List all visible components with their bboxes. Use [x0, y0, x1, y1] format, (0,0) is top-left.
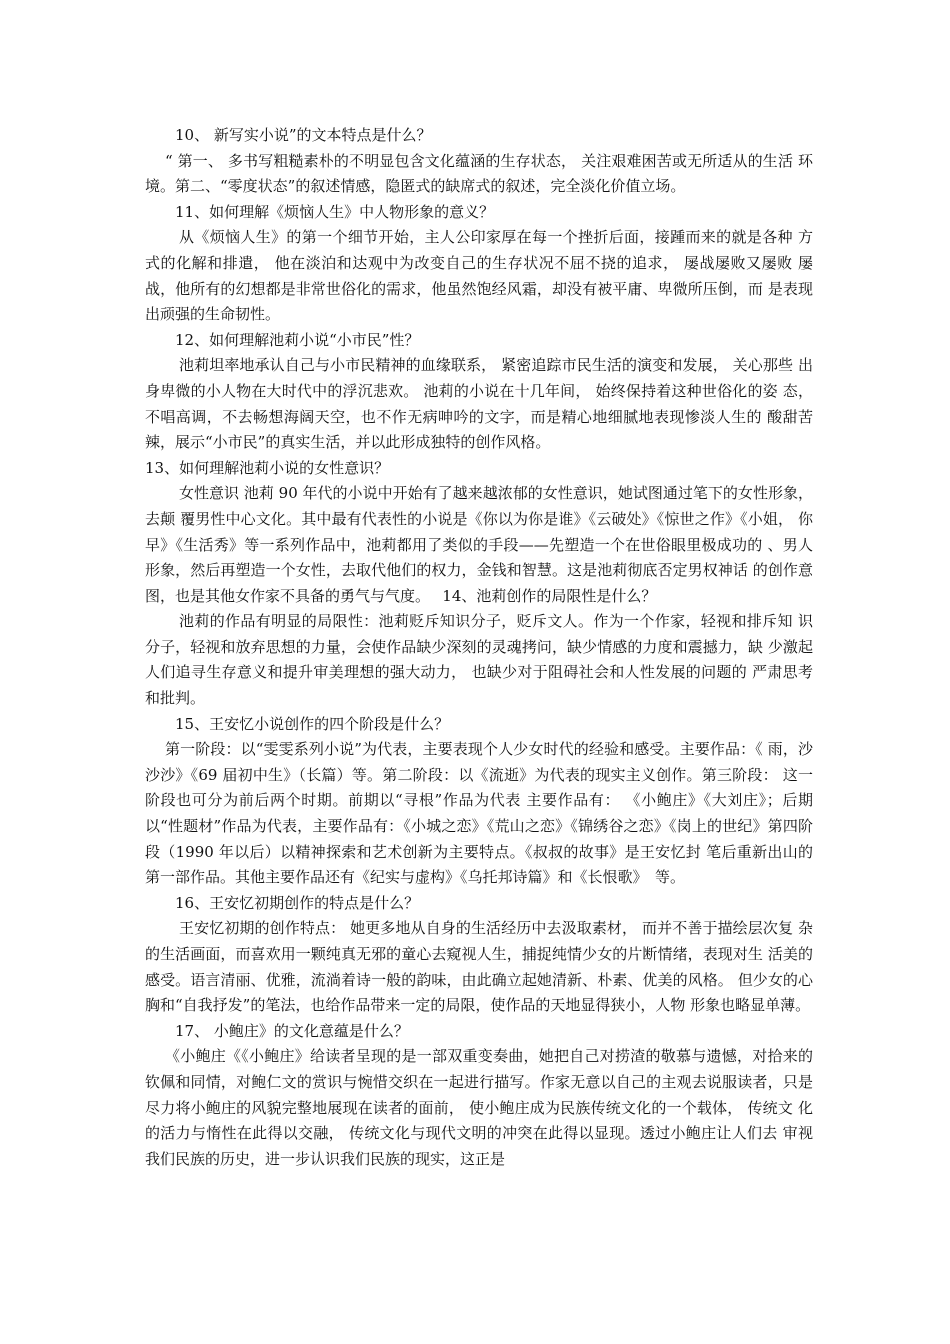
question-11: 11、如何理解《烦恼人生》中人物形象的意义？	[175, 202, 495, 221]
question-17: 17、 小鲍庄》的文化意蕴是什么？	[175, 1021, 409, 1040]
answer-14: 池莉的作品有明显的局限性：池莉贬斥知识分子，贬斥文人。作为一个作家，轻视和排斥知 识分子，轻视和放弃思想的力量，会使作品缺少深刻的灵魂拷问，缺少情感的力度和震撼力，缺 少激起人们追寻生存意义和提升审美理想的强大动力， 也缺少对于阻碍社会和人性发展的问题的 严肃思考和批判。	[145, 612, 813, 708]
document-body	[145, 123, 813, 1172]
answer-15: 第一阶段：以“雯雯系列小说”为代表，主要表现个人少女时代的经验和感受。主要作品：《 雨，沙沙沙》《69 届初中生》（长篇）等。第二阶段：以《流逝》为代表的现实主义创作。第三阶段： 这一阶段也可分为前后两个时期。前期以“寻根”作品为代表 主要作品有： 《小鲍庄》《大刘庄》；后期以“性题材”作品为代表，主要作品有：《小城之恋》《荒山之恋》《锦绣谷之恋》《岗上的世纪》第四阶段（1990 年以后）以精神探索和艺术创新为主要特点。《叔叔的故事》是王安忆封 笔后重新出山的第一部作品。其他主要作品还有《纪实与虚构》《乌托邦诗篇》和《长恨歌》 等。	[145, 740, 813, 887]
answer-16: 王安忆初期的创作特点： 她更多地从自身的生活经历中去汲取素材， 而并不善于描绘层次复 杂的生活画面，而喜欢用一颗纯真无邪的童心去窥视人生，捕捉纯情少女的片断情绪，表现对生 活美的感受。语言清丽、优雅，流淌着诗一般的韵味，由此确立起她清新、朴素、优美的风格。 但少女的心胸和“自我抒发”的笔法，也给作品带来一定的局限，使作品的天地显得狭小，人物 形象也略显单薄。	[145, 919, 813, 1015]
question-13: 13、如何理解池莉小说的女性意识？	[145, 458, 390, 477]
question-15: 15、王安忆小说创作的四个阶段是什么？	[175, 714, 450, 733]
answer-12: 池莉坦率地承认自己与小市民精神的血缘联系， 紧密追踪市民生活的演变和发展， 关心那些 出身卑微的小人物在大时代中的浮沉悲欢。 池莉的小说在十几年间， 始终保持着这种世俗化的姿 态，不唱高调，不去畅想海阔天空，也不作无病呻吟的文字，而是精心地细腻地表现惨淡人生的 酸甜苦辣，展示“小市民”的真实生活，并以此形成独特的创作风格。	[145, 356, 813, 452]
question-10: 10、 新写实小说”的文本特点是什么？	[175, 126, 432, 144]
answer-13: 女性意识 池莉 90 年代的小说中开始有了越来越浓郁的女性意识，她试图通过笔下的女性形象，去颠 覆男性中心文化。其中最有代表性的小说是《你以为你是谁》《云破处》《惊世之作》《小姐， 你早》《生活秀》等一系列作品中，池莉都用了类似的手段——先塑造一个在世俗眼里极成功的 、男人形象，然后再塑造一个女性，去取代他们的权力，金钱和智慧。这是池莉彻底否定男权神话 的创作意图，也是其他女作家不具备的勇气与气度。 14、池莉创作的局限性是什么？	[145, 484, 813, 605]
answer-10: “ 第一、 多书写粗糙素朴的不明显包含文化蕴涵的生存状态， 关注艰难困苦或无所适从的生活 环境。第二、“零度状态”的叙述情感，隐匿式的缺席式的叙述，完全淡化价值立场。	[145, 151, 813, 196]
answer-11: 从《烦恼人生》的第一个细节开始，主人公印家厚在每一个挫折后面，接踵而来的就是各种 方式的化解和排遣， 他在淡泊和达观中为改变自己的生存状况不屈不挠的追求， 屡战屡败又屡败 屡战，他所有的幻想都是非常世俗化的需求，他虽然饱经风霜，却没有被平庸、卑微所压倒，而 是表现出顽强的生命韧性。	[145, 228, 813, 324]
question-16: 16、王安忆初期创作的特点是什么？	[175, 893, 420, 912]
question-12: 12、如何理解池莉小说“小市民”性？	[175, 330, 420, 349]
answer-17: 《小鲍庄《《小鲍庄》给读者呈现的是一部双重变奏曲，她把自己对捞渣的敬慕与遗憾，对拾来的钦佩和同情，对鲍仁文的赏识与惋惜交织在一起进行描写。作家无意以自己的主观去说服读者，只是 尽力将小鲍庄的风貌完整地展现在读者的面前， 使小鲍庄成为民族传统文化的一个载体， 传统文 化的活力与惰性在此得以交融， 传统文化与现代文明的冲突在此得以显现。透过小鲍庄让人们去 审视我们民族的历史，进一步认识我们民族的现实，这正是	[145, 1047, 813, 1168]
